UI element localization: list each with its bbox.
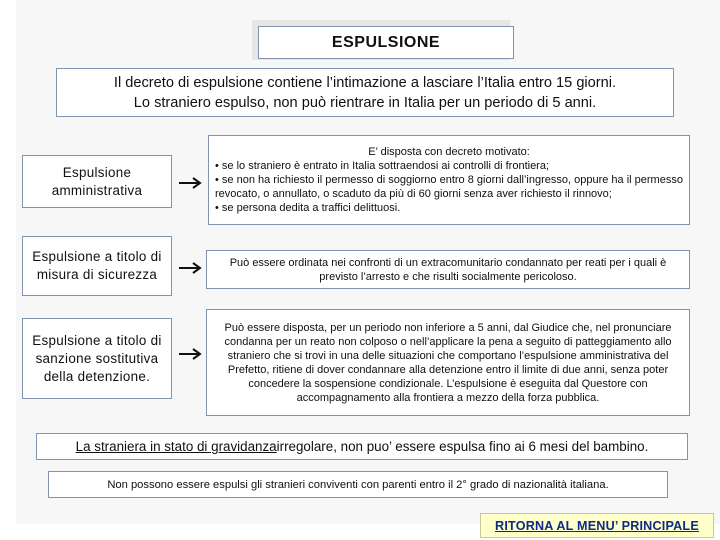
page-frame-left — [0, 0, 16, 540]
note-conviventi: Non possono essere espulsi gli stranieri conviventi con parenti entro il 2° grado di nazionalità italiana. — [48, 471, 668, 498]
desc-bullet-3: • se persona dedita a traffici delittuosi. — [215, 202, 401, 214]
note-gravidanza-underlined: La straniera in stato di gravidanza — [75, 439, 277, 454]
desc-bullet-1: • se lo straniero è entrato in Italia sottraendosi ai controlli di frontiera; — [215, 160, 550, 172]
right-arrow-icon — [178, 261, 206, 275]
label-sanzione-sostitutiva: Espulsione a titolo di sanzione sostitutiva della detenzione. — [22, 318, 172, 399]
page-title: ESPULSIONE — [258, 26, 514, 59]
label-misura-sicurezza: Espulsione a titolo di misura di sicurezza — [22, 236, 172, 296]
right-arrow-icon — [178, 347, 206, 361]
desc-misura-sicurezza: Può essere ordinata nei confronti di un extracomunitario condannato per reati per i quali è previsto l’arresto e che risulti socialmente pericoloso. — [206, 250, 690, 289]
intro-line-2: Lo straniero espulso, non può rientrare in Italia per un periodo di 5 anni. — [133, 94, 597, 111]
note-gravidanza-rest: irregolare, non puo’ essere espulsa fino ai 6 mesi del bambino. — [276, 439, 649, 454]
desc-heading: E’ disposta con decreto motivato: — [368, 146, 530, 158]
desc-sanzione-sostitutiva: Può essere disposta, per un periodo non inferiore a 5 anni, dal Giudice che, nel pronunciare condanna per un reato non colposo o nell’applicare la pena a seguito di patteggiamento allo straniero che si trovi in una delle situazioni che comportano l’espulsione amministrativa del Prefetto, ritiene di dover condannare alla detenzione entro il limite di due anni, senza poter concedere la sospensione condizionale. L’espulsione è eseguita dal Questore con accompagnamento alla frontiera a mezzo della forza pubblica. — [206, 309, 690, 416]
intro-box — [56, 68, 674, 117]
desc-espulsione-amministrativa — [208, 135, 690, 225]
note-gravidanza — [36, 433, 688, 460]
desc-bullet-2: • se non ha richiesto il permesso di soggiorno entro 8 giorni dall’ingresso, oppure ha il permesso revocato, o annullato, o scaduto da più di 60 giorni senza aver richiesto il rinnovo; — [215, 174, 683, 200]
label-espulsione-amministrativa: Espulsione amministrativa — [22, 155, 172, 208]
return-main-menu-link[interactable]: RITORNA AL MENU’ PRINCIPALE — [480, 513, 714, 538]
intro-line-1: Il decreto di espulsione contiene l’intimazione a lasciare l’Italia entro 15 giorni. — [113, 74, 617, 91]
right-arrow-icon — [178, 176, 206, 190]
